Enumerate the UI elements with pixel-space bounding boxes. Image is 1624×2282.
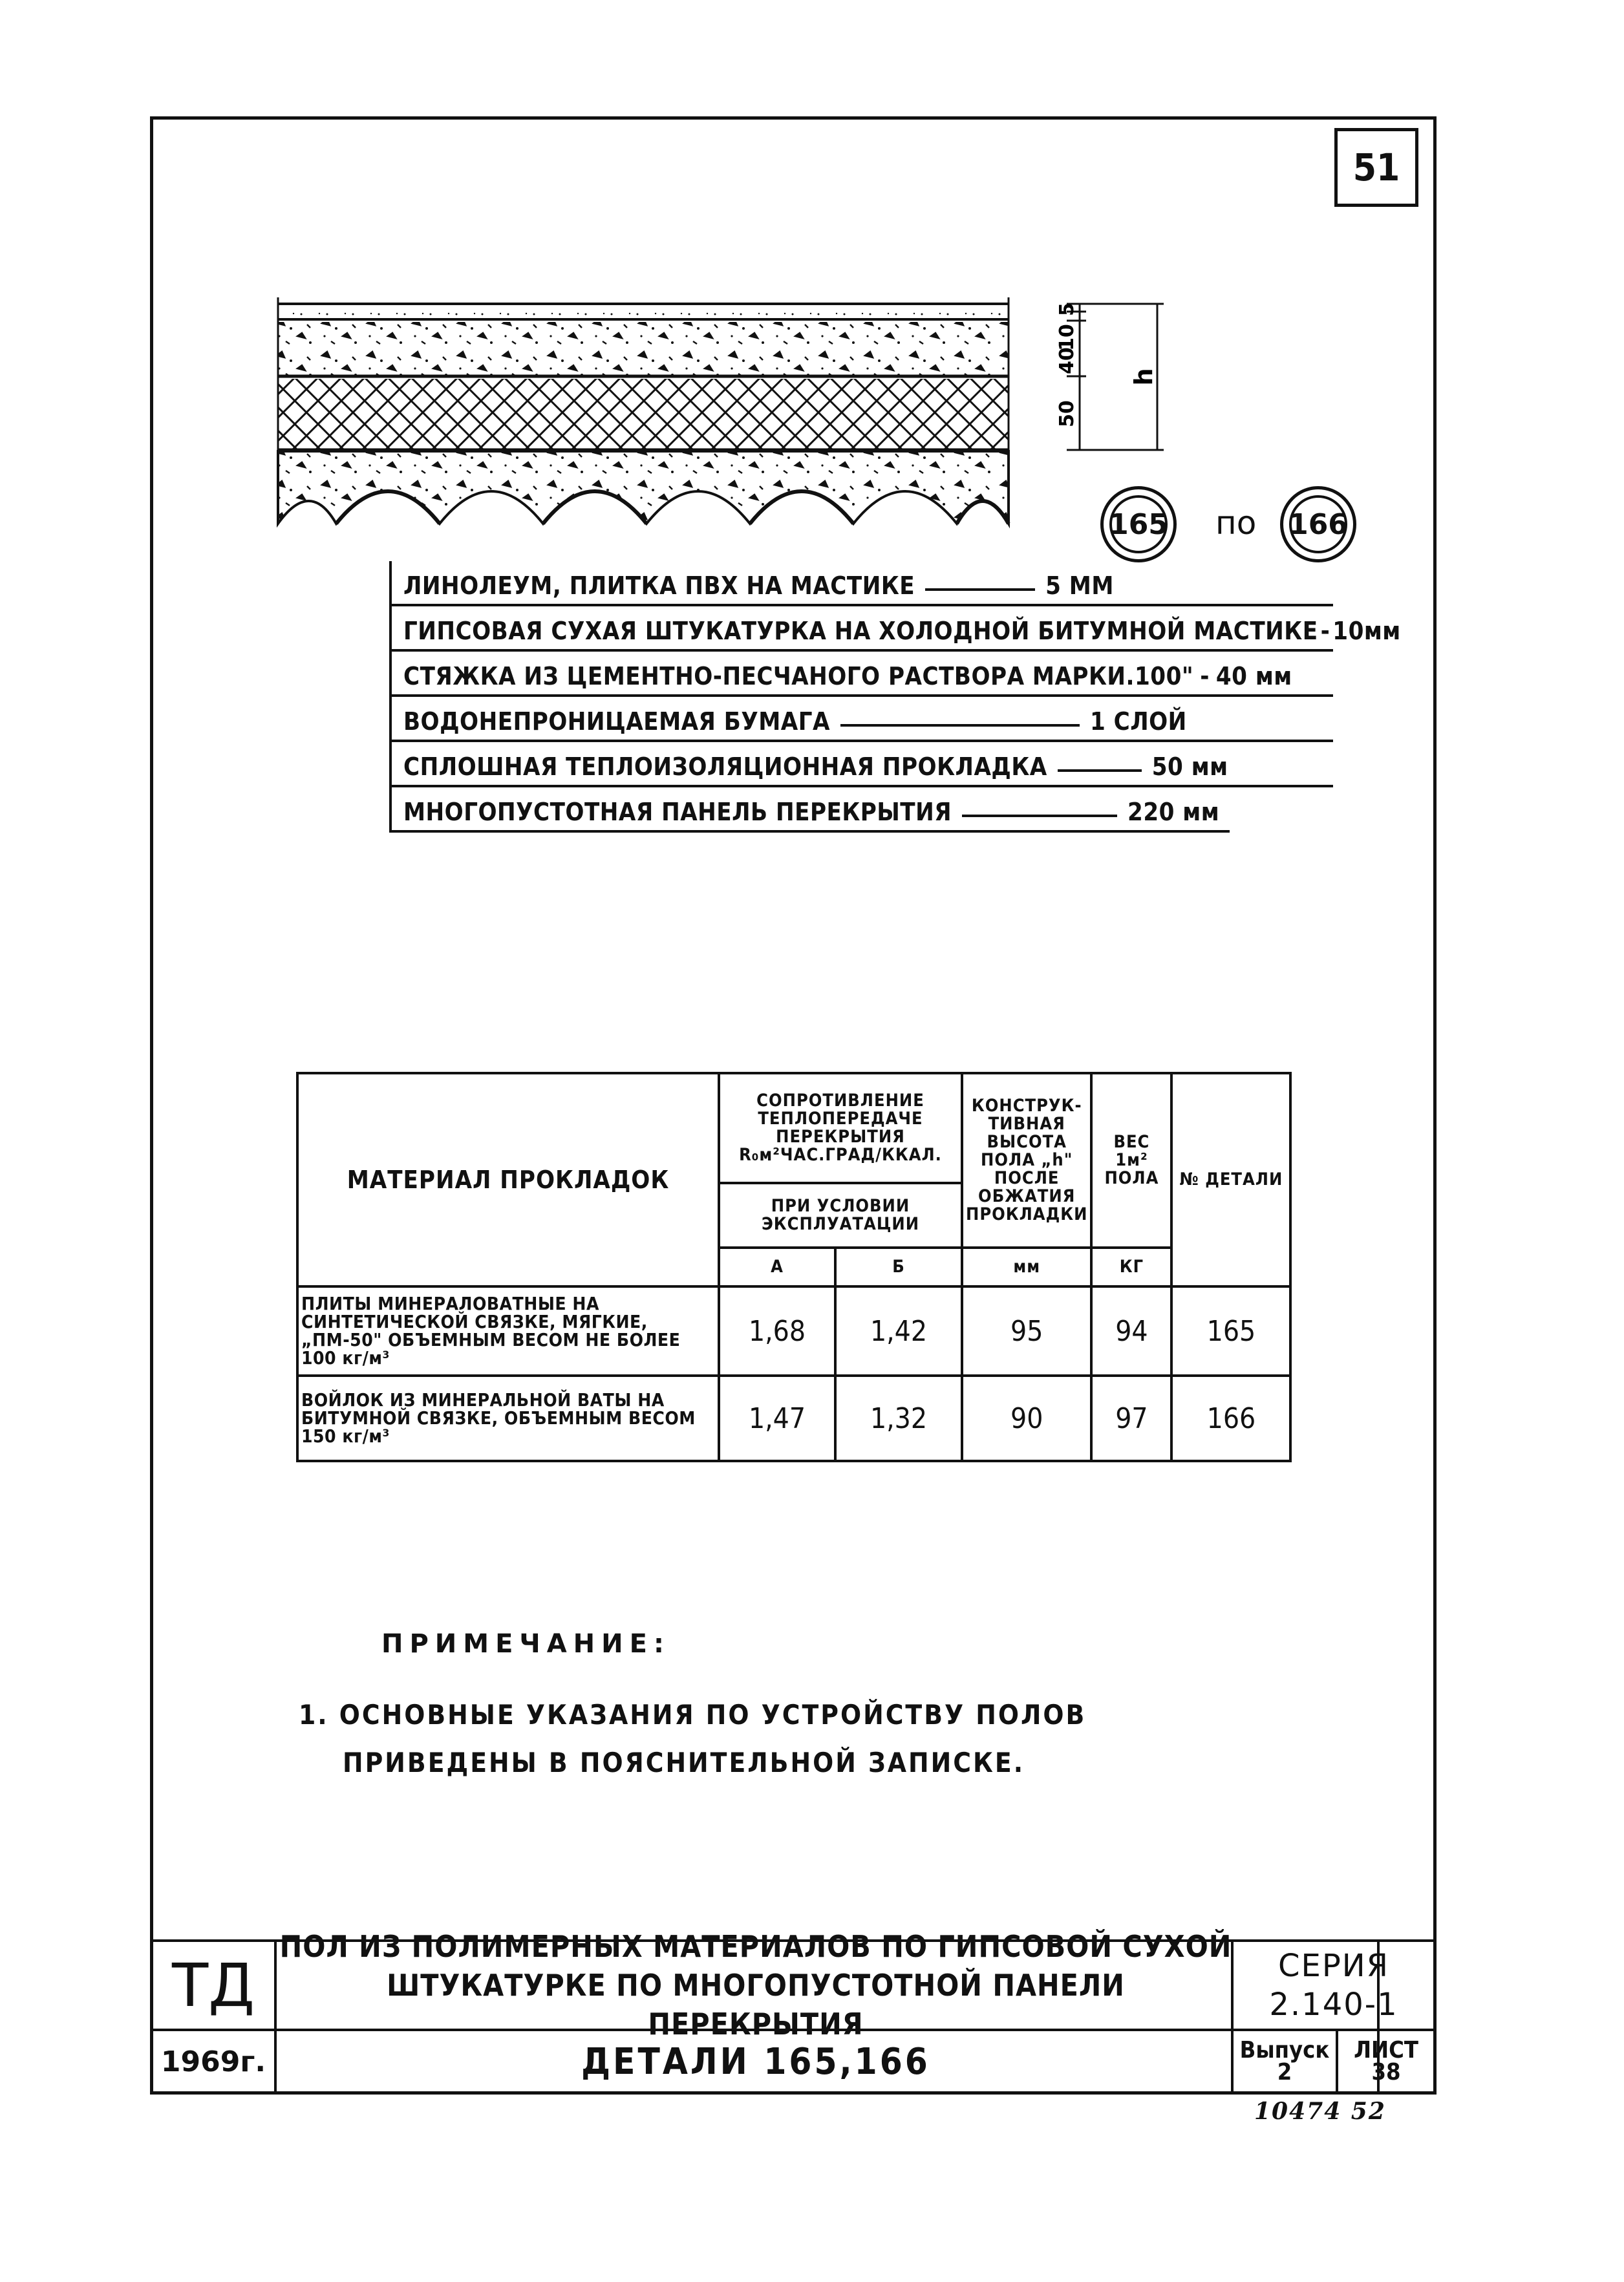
sheet-number: 51 — [1334, 128, 1418, 207]
layer-list — [389, 561, 1401, 833]
layer-name: СПЛОШНАЯ ТЕПЛОИЗОЛЯЦИОННАЯ ПРОКЛАДКА — [403, 752, 1047, 781]
layer-name: ЛИНОЛЕУМ, ПЛИТКА ПВХ НА МАСТИКЕ — [403, 571, 915, 600]
stamp-issue-label: Выпуск — [1239, 2037, 1330, 2063]
stamp-sheet-label: ЛИСТ — [1354, 2037, 1418, 2063]
stamp-sheet-value: 38 — [1371, 2059, 1401, 2085]
layer-row — [389, 787, 1230, 833]
stamp-title-line-1: ПОЛ ИЗ ПОЛИМЕРНЫХ МАТЕРИАЛОВ ПО ГИПСОВОЙ СУХОЙ — [279, 1929, 1232, 1964]
weight-cell: 97 — [1091, 1376, 1171, 1461]
floor-section-drawing — [272, 284, 1190, 543]
layer-sep: - — [1200, 662, 1210, 690]
layer-name: ГИПСОВАЯ СУХАЯ ШТУКАТУРКА НА ХОЛОДНОЙ БИТУМНОЙ МАСТИКЕ — [403, 617, 1318, 645]
height-cell: 90 — [962, 1376, 1091, 1461]
stamp-series — [1231, 1939, 1437, 2031]
title-block — [150, 1929, 1437, 2095]
note-line-2: ПРИВЕДЕНЫ В ПОЯСНИТЕЛЬНОЙ ЗАПИСКЕ. — [343, 1747, 1025, 1778]
header-col-a: А — [719, 1248, 835, 1286]
header-conditions: ПРИ УСЛОВИИ ЭКСПЛУАТАЦИИ — [719, 1183, 962, 1248]
leader-dash — [840, 724, 1080, 727]
stamp-issue — [1231, 2029, 1338, 2095]
dimension-label-50: 50 — [1056, 400, 1078, 427]
value-b-cell: 1,32 — [835, 1376, 962, 1461]
height-label: h — [1129, 368, 1158, 386]
dimension-label-40: 40 — [1056, 347, 1078, 374]
value-b-cell: 1,42 — [835, 1286, 962, 1376]
leader-dash — [925, 588, 1035, 591]
stamp-series-value: 2.140-1 — [1269, 1987, 1398, 2023]
detail-marker-joiner: по — [1215, 504, 1257, 542]
stamp-title — [274, 1929, 1380, 2042]
archive-number: 10474 52 — [1254, 2098, 1386, 2125]
layer-name: ВОДОНЕПРОНИЦАЕМАЯ БУМАГА — [403, 707, 830, 736]
weight-cell: 94 — [1091, 1286, 1171, 1376]
layer-value: 10мм — [1332, 617, 1401, 645]
stamp-title-line-2: ШТУКАТУРКЕ ПО МНОГОПУСТОТНОЙ ПАНЕЛИ ПЕРЕКРЫТИЯ — [387, 1968, 1125, 2042]
header-detail-number: № ДЕТАЛИ — [1171, 1073, 1290, 1286]
header-col-b: Б — [835, 1248, 962, 1286]
note-title: ПРИМЕЧАНИЕ: — [381, 1629, 670, 1659]
layer-value: 5 ММ — [1045, 571, 1114, 600]
leader-dash — [962, 815, 1117, 817]
stamp-detail-label: ДЕТАЛИ 165,166 — [274, 2029, 1380, 2095]
detail-marker-165-label: 165 — [1109, 495, 1168, 553]
layer-value: 40 мм — [1215, 662, 1292, 690]
layer-row — [389, 561, 1333, 606]
detail-cell: 165 — [1171, 1286, 1290, 1376]
header-weight-unit: КГ — [1091, 1248, 1171, 1286]
stamp-issue-value: 2 — [1277, 2059, 1292, 2085]
table-row — [297, 1376, 1290, 1461]
leader-dash — [1058, 769, 1142, 772]
layer-sep: - — [1320, 617, 1330, 645]
value-a-cell: 1,68 — [719, 1286, 835, 1376]
dimension-label-10: 10 — [1056, 324, 1078, 351]
material-cell: ПЛИТЫ МИНЕРАЛОВАТНЫЕ НА СИНТЕТИЧЕСКОЙ СВЯЗКЕ, МЯГКИЕ, „ПМ-50" ОБЪЕМНЫМ ВЕСОМ НЕ БОЛЕЕ 100 кг/м³ — [297, 1286, 719, 1376]
header-weight: ВЕС 1м² ПОЛА — [1091, 1073, 1171, 1248]
layer-row — [389, 652, 1333, 697]
materials-table — [296, 1072, 1292, 1462]
header-height-unit: мм — [962, 1248, 1091, 1286]
note-line-1: 1. ОСНОВНЫЕ УКАЗАНИЯ ПО УСТРОЙСТВУ ПОЛОВ — [299, 1699, 1087, 1731]
header-height: КОНСТРУК-ТИВНАЯ ВЫСОТА ПОЛА „h" ПОСЛЕ ОБЖАТИЯ ПРОКЛАДКИ — [962, 1073, 1091, 1248]
layer-row — [389, 697, 1333, 742]
layer-value: 50 мм — [1151, 752, 1228, 781]
table-row — [297, 1286, 1290, 1376]
detail-marker-165 — [1100, 486, 1177, 562]
header-resistance: СОПРОТИВЛЕНИЕ ТЕПЛОПЕРЕДАЧЕ ПЕРЕКРЫТИЯ R₀м²ЧАС.ГРАД/ККАЛ. — [719, 1073, 962, 1183]
value-a-cell: 1,47 — [719, 1376, 835, 1461]
height-cell: 95 — [962, 1286, 1091, 1376]
detail-marker-166-label: 166 — [1289, 495, 1347, 553]
stamp-code: ТД — [150, 1939, 277, 2031]
dimension-label-5: 5 — [1056, 303, 1078, 316]
stamp-series-label: СЕРИЯ — [1277, 1948, 1390, 1984]
layer-name: МНОГОПУСТОТНАЯ ПАНЕЛЬ ПЕРЕКРЫТИЯ — [403, 798, 952, 826]
layer-row — [389, 742, 1333, 787]
stamp-year: 1969г. — [150, 2029, 277, 2095]
layer-value: 220 мм — [1127, 798, 1220, 826]
layer-name: СТЯЖКА ИЗ ЦЕМЕНТНО-ПЕСЧАНОГО РАСТВОРА МАРКИ.100" — [403, 662, 1194, 690]
material-cell: ВОЙЛОК ИЗ МИНЕРАЛЬНОЙ ВАТЫ НА БИТУМНОЙ СВЯЗКЕ, ОБЪЕМНЫМ ВЕСОМ 150 кг/м³ — [297, 1376, 719, 1461]
layer-value: 1 СЛОЙ — [1089, 707, 1187, 736]
detail-marker-166 — [1280, 486, 1356, 562]
detail-cell: 166 — [1171, 1376, 1290, 1461]
layer-row — [389, 606, 1401, 652]
stamp-sheet — [1336, 2029, 1437, 2095]
header-material: МАТЕРИАЛ ПРОКЛАДОК — [297, 1073, 719, 1286]
